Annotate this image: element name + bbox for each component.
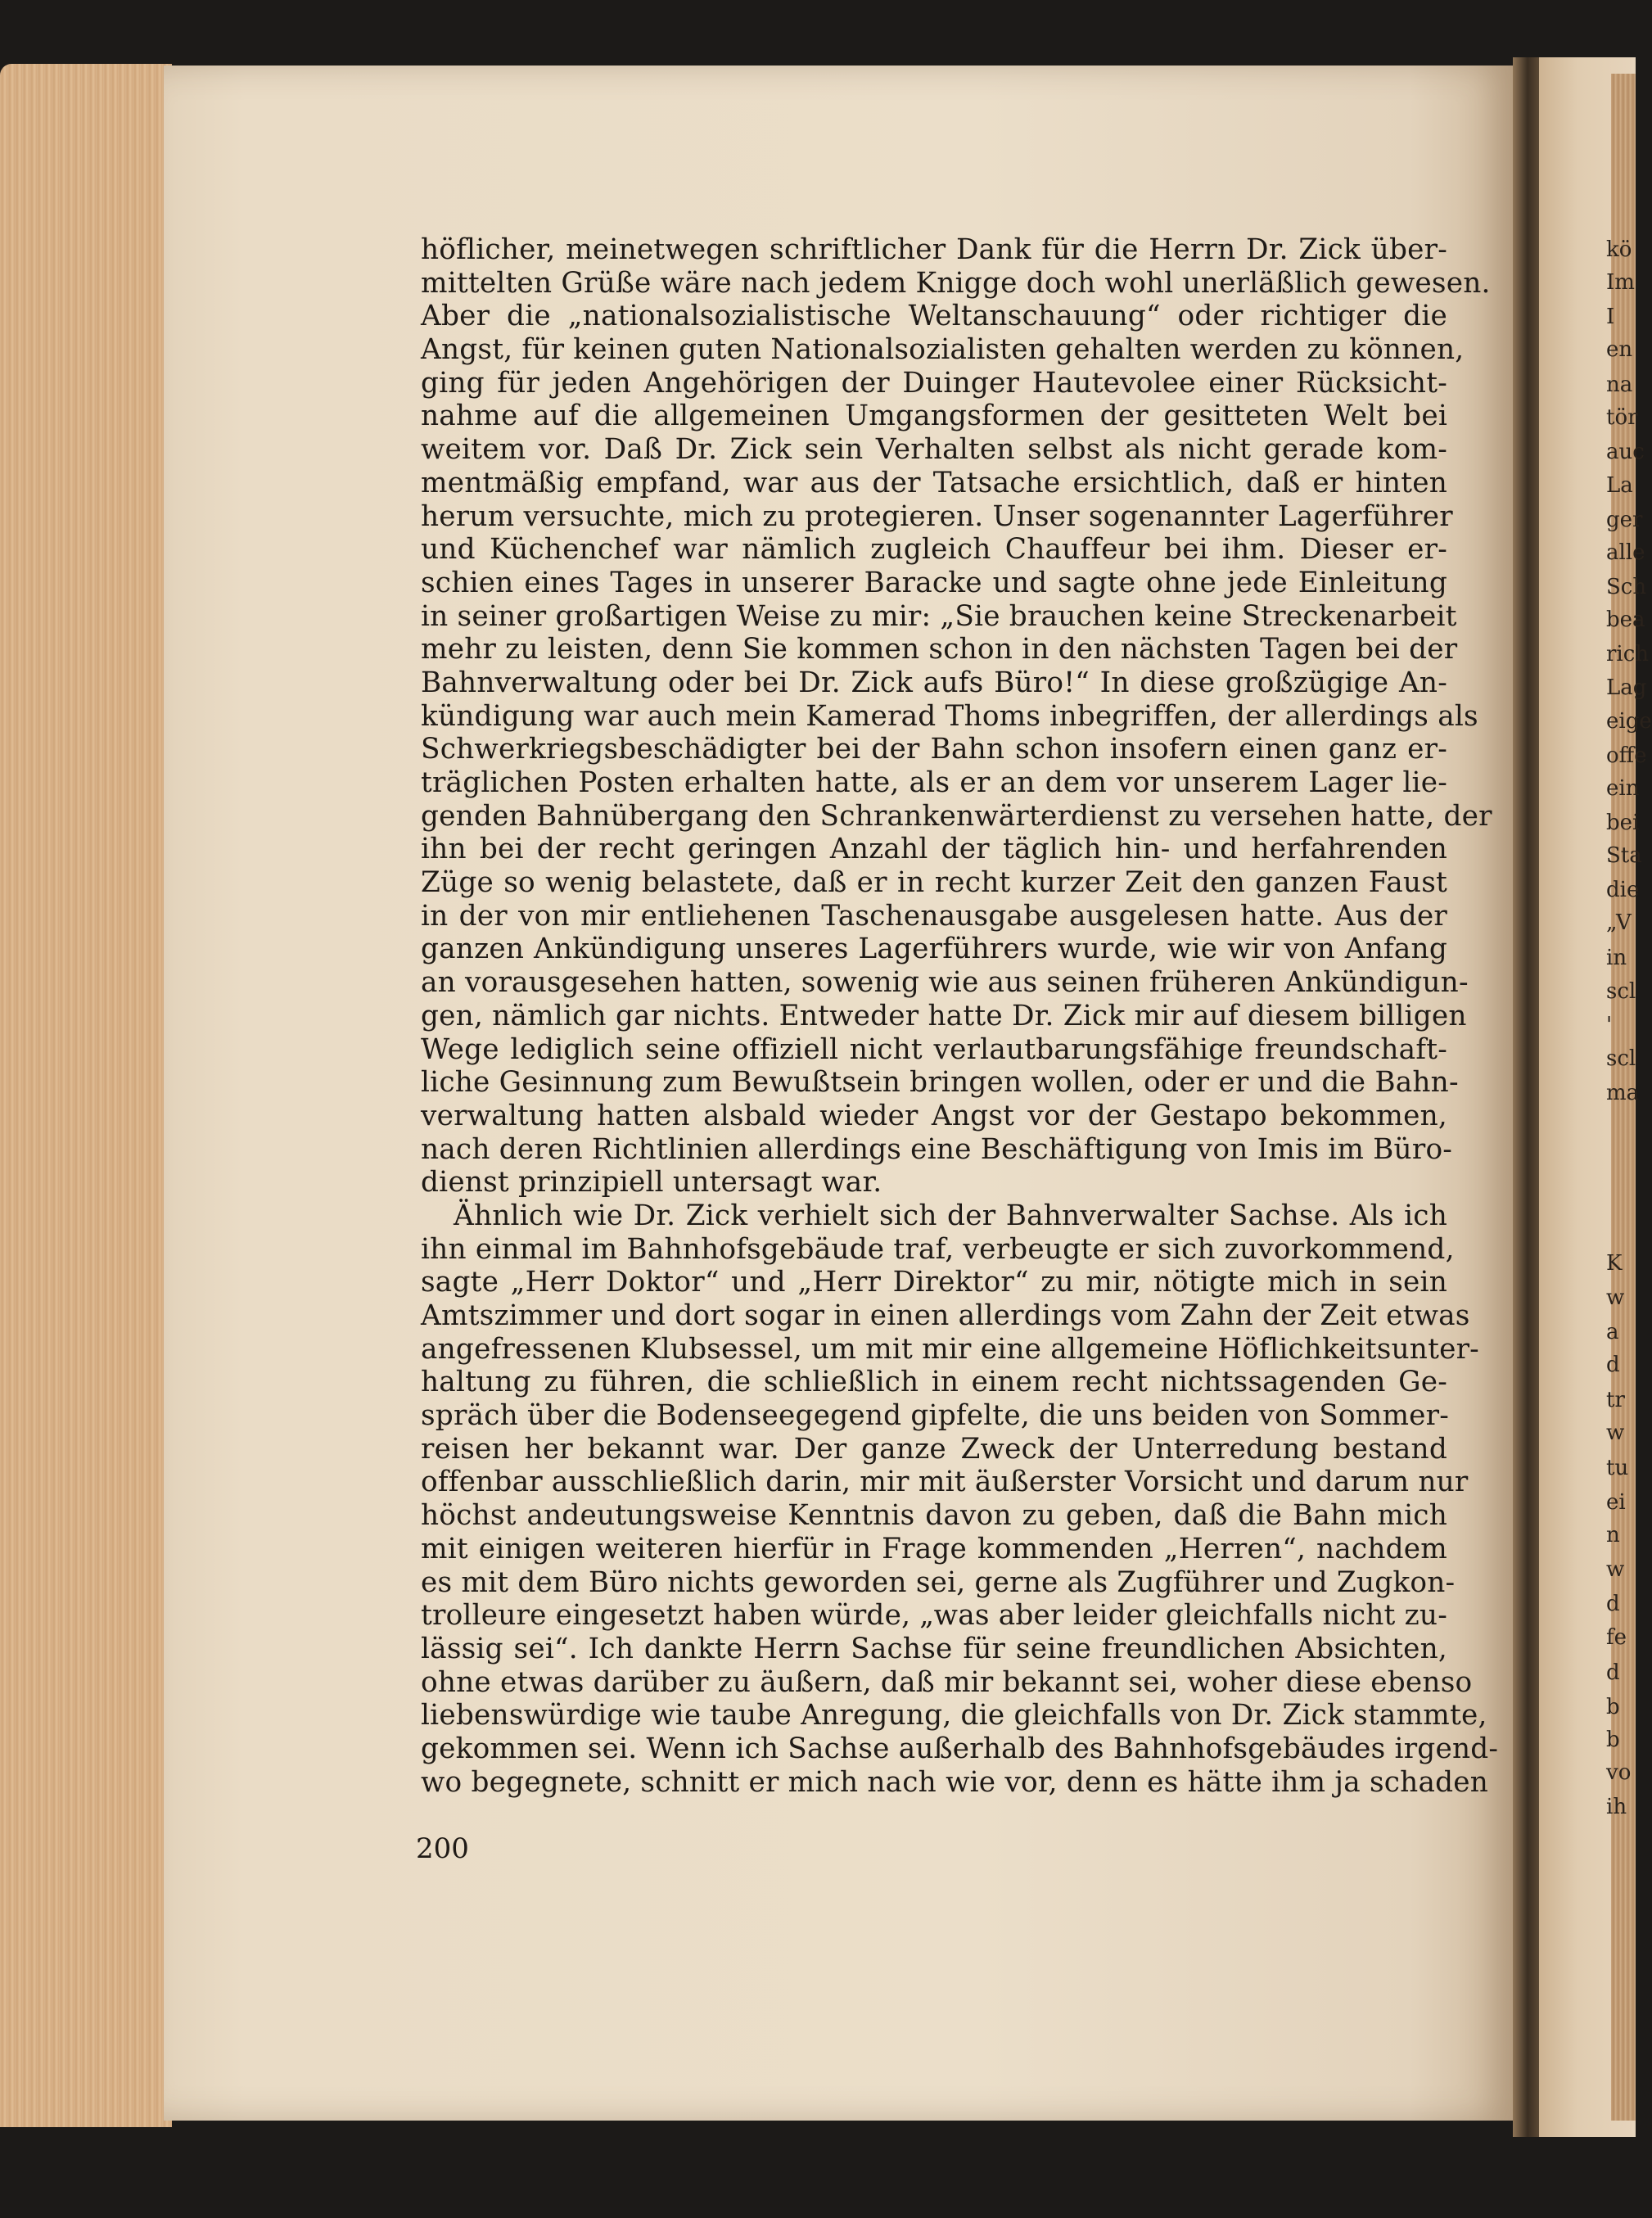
text-line: sagte „Herr Doktor“ und „Herr Direktor“ zu mir, nötigte mich in sein [421,1266,1447,1299]
paragraph-2 [421,1199,1499,1799]
facing-page-fragment: w [1606,1557,1625,1582]
facing-page-fragment: na [1606,373,1633,397]
text-line: ihn bei der recht geringen Anzahl der täglich hin- und herfahrenden [421,833,1447,866]
facing-page-fragment: Lag [1606,675,1647,700]
text-line: Amtszimmer und dort sogar in einen allerdings vom Zahn der Zeit etwas [421,1299,1470,1332]
text-line: ohne etwas darüber zu äußern, daß mir bekannt sei, woher diese ebenso [421,1665,1473,1699]
facing-page-fragment: b [1606,1728,1620,1752]
text-line: reisen her bekannt war. Der ganze Zweck der Unterredung bestand [421,1432,1447,1466]
text-line: träglichen Posten erhalten hatte, als er an dem vor unserem Lager lie- [421,766,1447,799]
text-line: es mit dem Büro nichts geworden sei, gerne als Zugführer und Zugkon- [421,1565,1456,1599]
facing-page-fragment: alle [1606,540,1645,565]
facing-page-fragment: die [1606,878,1640,902]
text-line: Wege lediglich seine offiziell nicht verlautbarungsfähige freundschaft- [421,1032,1447,1066]
facing-page-fragment: scl [1606,1046,1636,1071]
facing-page-fragment: auc [1606,440,1645,464]
facing-page-fragment: offe [1606,743,1647,768]
facing-page-fragment: fe [1606,1625,1627,1650]
text-line: verwaltung hatten alsbald wieder Angst vor der Gestapo bekommen, [421,1099,1447,1132]
facing-page-fragment: tör [1606,405,1638,430]
facing-page-fragment: Sch [1606,575,1647,599]
text-line: mehr zu leisten, denn Sie kommen schon in den nächsten Tagen bei der [421,633,1458,666]
text-line: Aber die „nationalsozialistische Weltanschauung“ oder richtiger die [421,300,1447,333]
facing-page-fragment: ih [1606,1795,1627,1819]
text-line: liche Gesinnung zum Bewußtsein bringen wollen, oder er und die Bahn- [421,1066,1459,1100]
text-line: ging für jeden Angehörigen der Duinger Hautevolee einer Rücksicht- [421,366,1447,400]
text-line: liebenswürdige wie taube Anregung, die gleichfalls von Dr. Zick stammte, [421,1699,1487,1732]
text-line: gekommen sei. Wenn ich Sachse außerhalb des Bahnhofsgebäudes irgend- [421,1732,1499,1765]
facing-page-fragment: „V [1606,910,1632,935]
text-line: gen, nämlich gar nichts. Entweder hatte Dr. Zick mir auf diesem billigen [421,999,1467,1032]
text-line: dienst prinzipiell untersagt war. [421,1166,882,1199]
facing-page-fragment: eige [1606,709,1652,734]
text-line: wo begegnete, schnitt er mich nach wie vor, denn es hätte ihm ja schaden [421,1765,1489,1799]
facing-page-fragment: ger [1606,508,1643,532]
facing-page-fragment: d [1606,1592,1620,1616]
text-line: in seiner großartigen Weise zu mir: „Sie brauchen keine Streckenarbeit [421,599,1457,633]
facing-page-fragment: d [1606,1353,1620,1377]
facing-page-fragment: a [1606,1320,1619,1344]
text-line: an vorausgesehen hatten, sowenig wie aus seinen früheren Ankündigun- [421,966,1469,1000]
facing-page-fragment: bei [1606,811,1640,835]
facing-page-fragment: tr [1606,1388,1625,1412]
facing-page-fragment: d [1606,1660,1620,1685]
facing-page-fragment: kö [1606,237,1632,262]
text-line: herum versuchte, mich zu protegieren. Unser sogenannter Lagerführer [421,499,1453,533]
facing-page-fragment: La [1606,473,1633,498]
text-line: mittelten Grüße wäre nach jedem Knigge doch wohl unerläßlich gewesen. [421,266,1491,300]
text-line: höflicher, meinetwegen schriftlicher Dank für die Herrn Dr. Zick über- [421,233,1447,266]
facing-page-fragment: n [1606,1523,1620,1547]
paragraph-1 [421,233,1492,1199]
text-line: lässig sei“. Ich dankte Herrn Sachse für seine freundlichen Absichten, [421,1632,1447,1665]
text-line: kündigung war auch mein Kamerad Thoms inbegriffen, der allerdings als [421,699,1478,733]
text-line: Schwerkriegsbeschädigter bei der Bahn schon insofern einen ganz er- [421,733,1447,766]
page-edge-stack-left [0,64,172,2127]
page-number: 200 [416,1832,469,1865]
facing-page-fragment: en [1606,337,1633,362]
facing-page-fragment: scl [1606,979,1636,1004]
facing-page-fragment: I [1606,305,1615,329]
text-line: Ähnlich wie Dr. Zick verhielt sich der Bahnverwalter Sachse. Als ich [454,1199,1447,1232]
facing-page-fragment: ' [1606,1013,1613,1037]
facing-page-fragment: in [1606,946,1627,970]
facing-page-fragment: Im [1606,270,1635,295]
facing-page-fragment: Sta [1606,843,1642,868]
text-line: angefressenen Klubsessel, um mit mir eine allgemeine Höflichkeitsunter- [421,1332,1479,1366]
text-line: trolleure eingesetzt haben würde, „was aber leider gleichfalls nicht zu- [421,1599,1447,1633]
text-line: offenbar ausschließlich darin, mir mit äußerster Vorsicht und darum nur [421,1466,1469,1499]
text-line: genden Bahnübergang den Schrankenwärterdienst zu versehen hatte, der [421,799,1492,833]
facing-page-fragment: ein [1606,776,1640,801]
facing-page-fragment: tu [1606,1456,1629,1480]
facing-page-fragment: w [1606,1285,1625,1310]
facing-page-fragment: w [1606,1421,1625,1445]
text-line: nahme auf die allgemeinen Umgangsformen der gesitteten Welt bei [421,400,1447,433]
body-text [421,233,1499,1799]
facing-page-fragment: b [1606,1695,1620,1719]
text-line: haltung zu führen, die schließlich in einem recht nichtssagenden Ge- [421,1366,1447,1399]
text-line: Angst, für keinen guten Nationalsozialisten gehalten werden zu können, [421,333,1465,367]
text-line: höchst andeutungsweise Kenntnis davon zu geben, daß die Bahn mich [421,1499,1447,1533]
text-line: Bahnverwaltung oder bei Dr. Zick aufs Büro!“ In diese großzügige An- [421,666,1447,699]
text-line: ihn einmal im Bahnhofsgebäude traf, verbeugte er sich zuvorkommend, [421,1232,1455,1266]
text-line: spräch über die Bodenseegegend gipfelte, die uns beiden von Sommer- [421,1399,1450,1433]
text-line: in der von mir entliehenen Taschenausgabe ausgelesen hatte. Aus der [421,899,1447,933]
text-line: nach deren Richtlinien allerdings eine Beschäftigung von Imis im Büro- [421,1132,1453,1166]
facing-page-fragment: rich [1606,642,1650,666]
text-line: Züge so wenig belastete, daß er in recht kurzer Zeit den ganzen Faust [421,866,1447,900]
text-line: ganzen Ankündigung unseres Lagerführers wurde, wie wir von Anfang [421,933,1447,966]
text-line: und Küchenchef war nämlich zugleich Chauffeur bei ihm. Dieser er- [421,533,1447,567]
text-line: schien eines Tages in unserer Baracke und sagte ohne jede Einleitung [421,566,1447,599]
text-line: mit einigen weiteren hierfür in Frage kommenden „Herren“, nachdem [421,1532,1447,1565]
facing-page-fragment: bea [1606,608,1645,632]
text-line: mentmäßig empfand, war aus der Tatsache ersichtlich, daß er hinten [421,466,1447,499]
text-line: weitem vor. Daß Dr. Zick sein Verhalten selbst als nicht gerade kom- [421,433,1447,467]
facing-page-fragment: ei [1606,1490,1626,1515]
facing-page-fragment: vo [1606,1760,1632,1785]
facing-page-fragment: ma [1606,1081,1640,1105]
facing-page-fragment: K [1606,1251,1623,1276]
